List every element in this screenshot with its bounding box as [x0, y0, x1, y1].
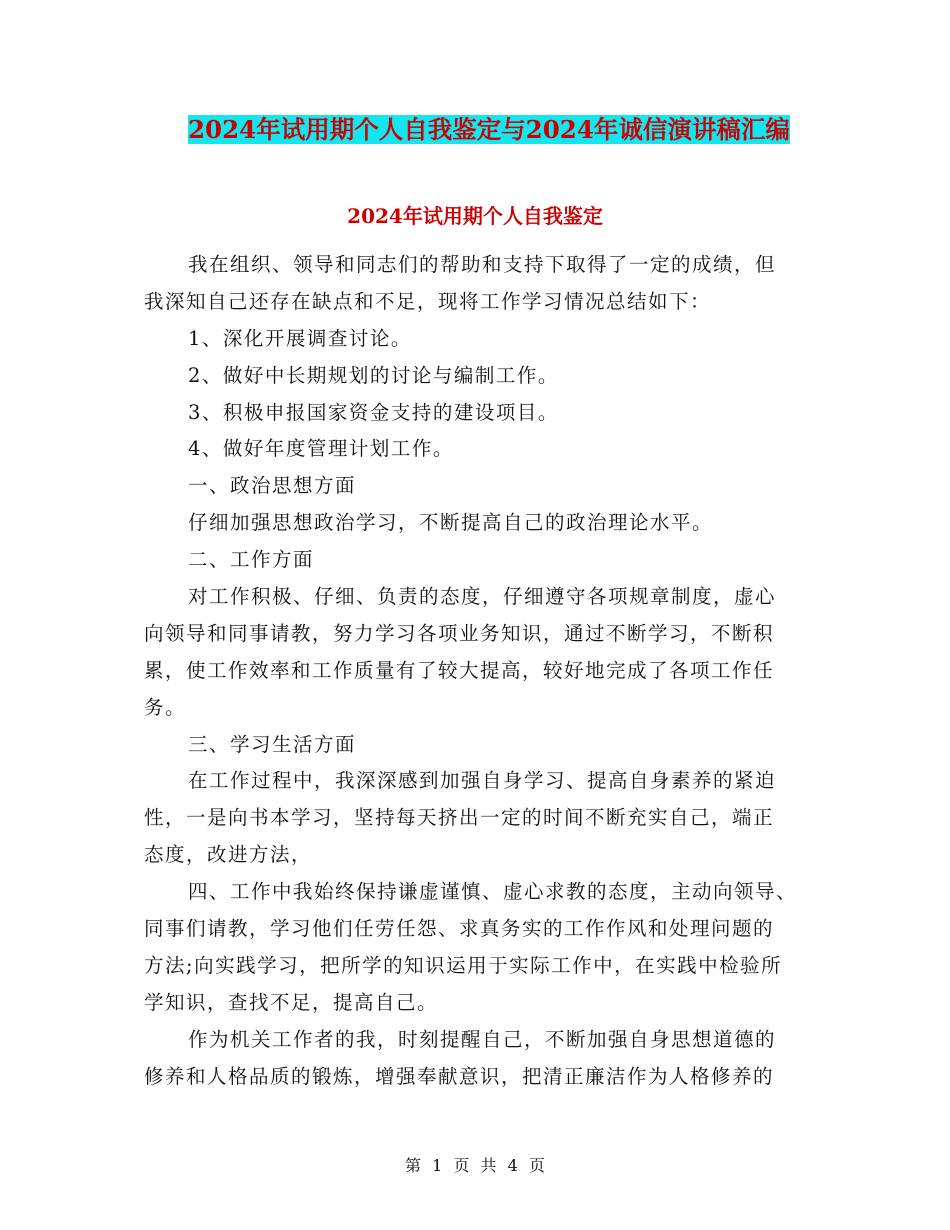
- document-title: [186, 112, 792, 148]
- body-line: 务。: [144, 695, 187, 719]
- body-line: 三、学习生活方面: [188, 732, 357, 756]
- footer-current-page: 1: [432, 1156, 443, 1175]
- footer-page-word: 页: [453, 1156, 470, 1175]
- page-footer: [0, 1154, 950, 1178]
- body-line: 2、做好中长期规划的讨论与编制工作。: [188, 363, 559, 387]
- body-line: 学知识，查找不足，提高自己。: [144, 990, 439, 1014]
- body-line: 在工作过程中，我深深感到加强自身学习、提高自身素养的紧迫: [188, 769, 777, 793]
- document-title-text: 2024年试用期个人自我鉴定与2024年诚信演讲稿汇编: [188, 115, 790, 144]
- body-line: 1、深化开展调查讨论。: [188, 326, 412, 350]
- body-line: 态度，改进方法，: [144, 843, 313, 867]
- document-body: [144, 247, 814, 1095]
- body-line: 对工作积极、仔细、负责的态度，仔细遵守各项规章制度，虚心: [188, 585, 777, 609]
- section-title: 2024年试用期个人自我鉴定: [347, 204, 603, 228]
- body-line: 向领导和同事请教，努力学习各项业务知识，通过不断学习，不断积: [144, 621, 775, 645]
- body-line: 方法;向实践学习，把所学的知识运用于实际工作中，在实践中检验所: [144, 953, 783, 977]
- footer-total-pages: 4: [507, 1156, 518, 1175]
- footer-suffix: 页: [528, 1156, 545, 1175]
- body-line: 4、做好年度管理计划工作。: [188, 437, 454, 461]
- body-line: 性，一是向书本学习，坚持每天挤出一定的时间不断充实自己，端正: [144, 806, 775, 830]
- footer-total-word: 共: [480, 1156, 497, 1175]
- body-line: 我在组织、领导和同志们的帮助和支持下取得了一定的成绩，但: [188, 253, 777, 276]
- body-line: 二、工作方面: [188, 548, 315, 572]
- body-line: 同事们请教，学习他们任劳任怨、求真务实的工作作风和处理问题的: [144, 917, 775, 941]
- footer-prefix: 第: [405, 1156, 422, 1175]
- body-line: 作为机关工作者的我，时刻提醒自己，不断加强自身思想道德的: [188, 1027, 777, 1051]
- body-line: 3、积极申报国家资金支持的建设项目。: [188, 400, 559, 424]
- body-line: 我深知自己还存在缺点和不足，现将工作学习情况总结如下：: [144, 289, 712, 313]
- body-line: 修养和人格品质的锻炼，增强奉献意识，把清正廉洁作为人格修养的: [144, 1064, 775, 1088]
- body-line: 累，使工作效率和工作质量有了较大提高，较好地完成了各项工作任: [144, 658, 775, 682]
- body-line: 一、政治思想方面: [188, 474, 357, 498]
- body-line: 四、工作中我始终保持谦虚谨慎、虚心求教的态度，主动向领导、: [188, 880, 798, 904]
- body-line: 仔细加强思想政治学习，不断提高自己的政治理论水平。: [188, 511, 714, 535]
